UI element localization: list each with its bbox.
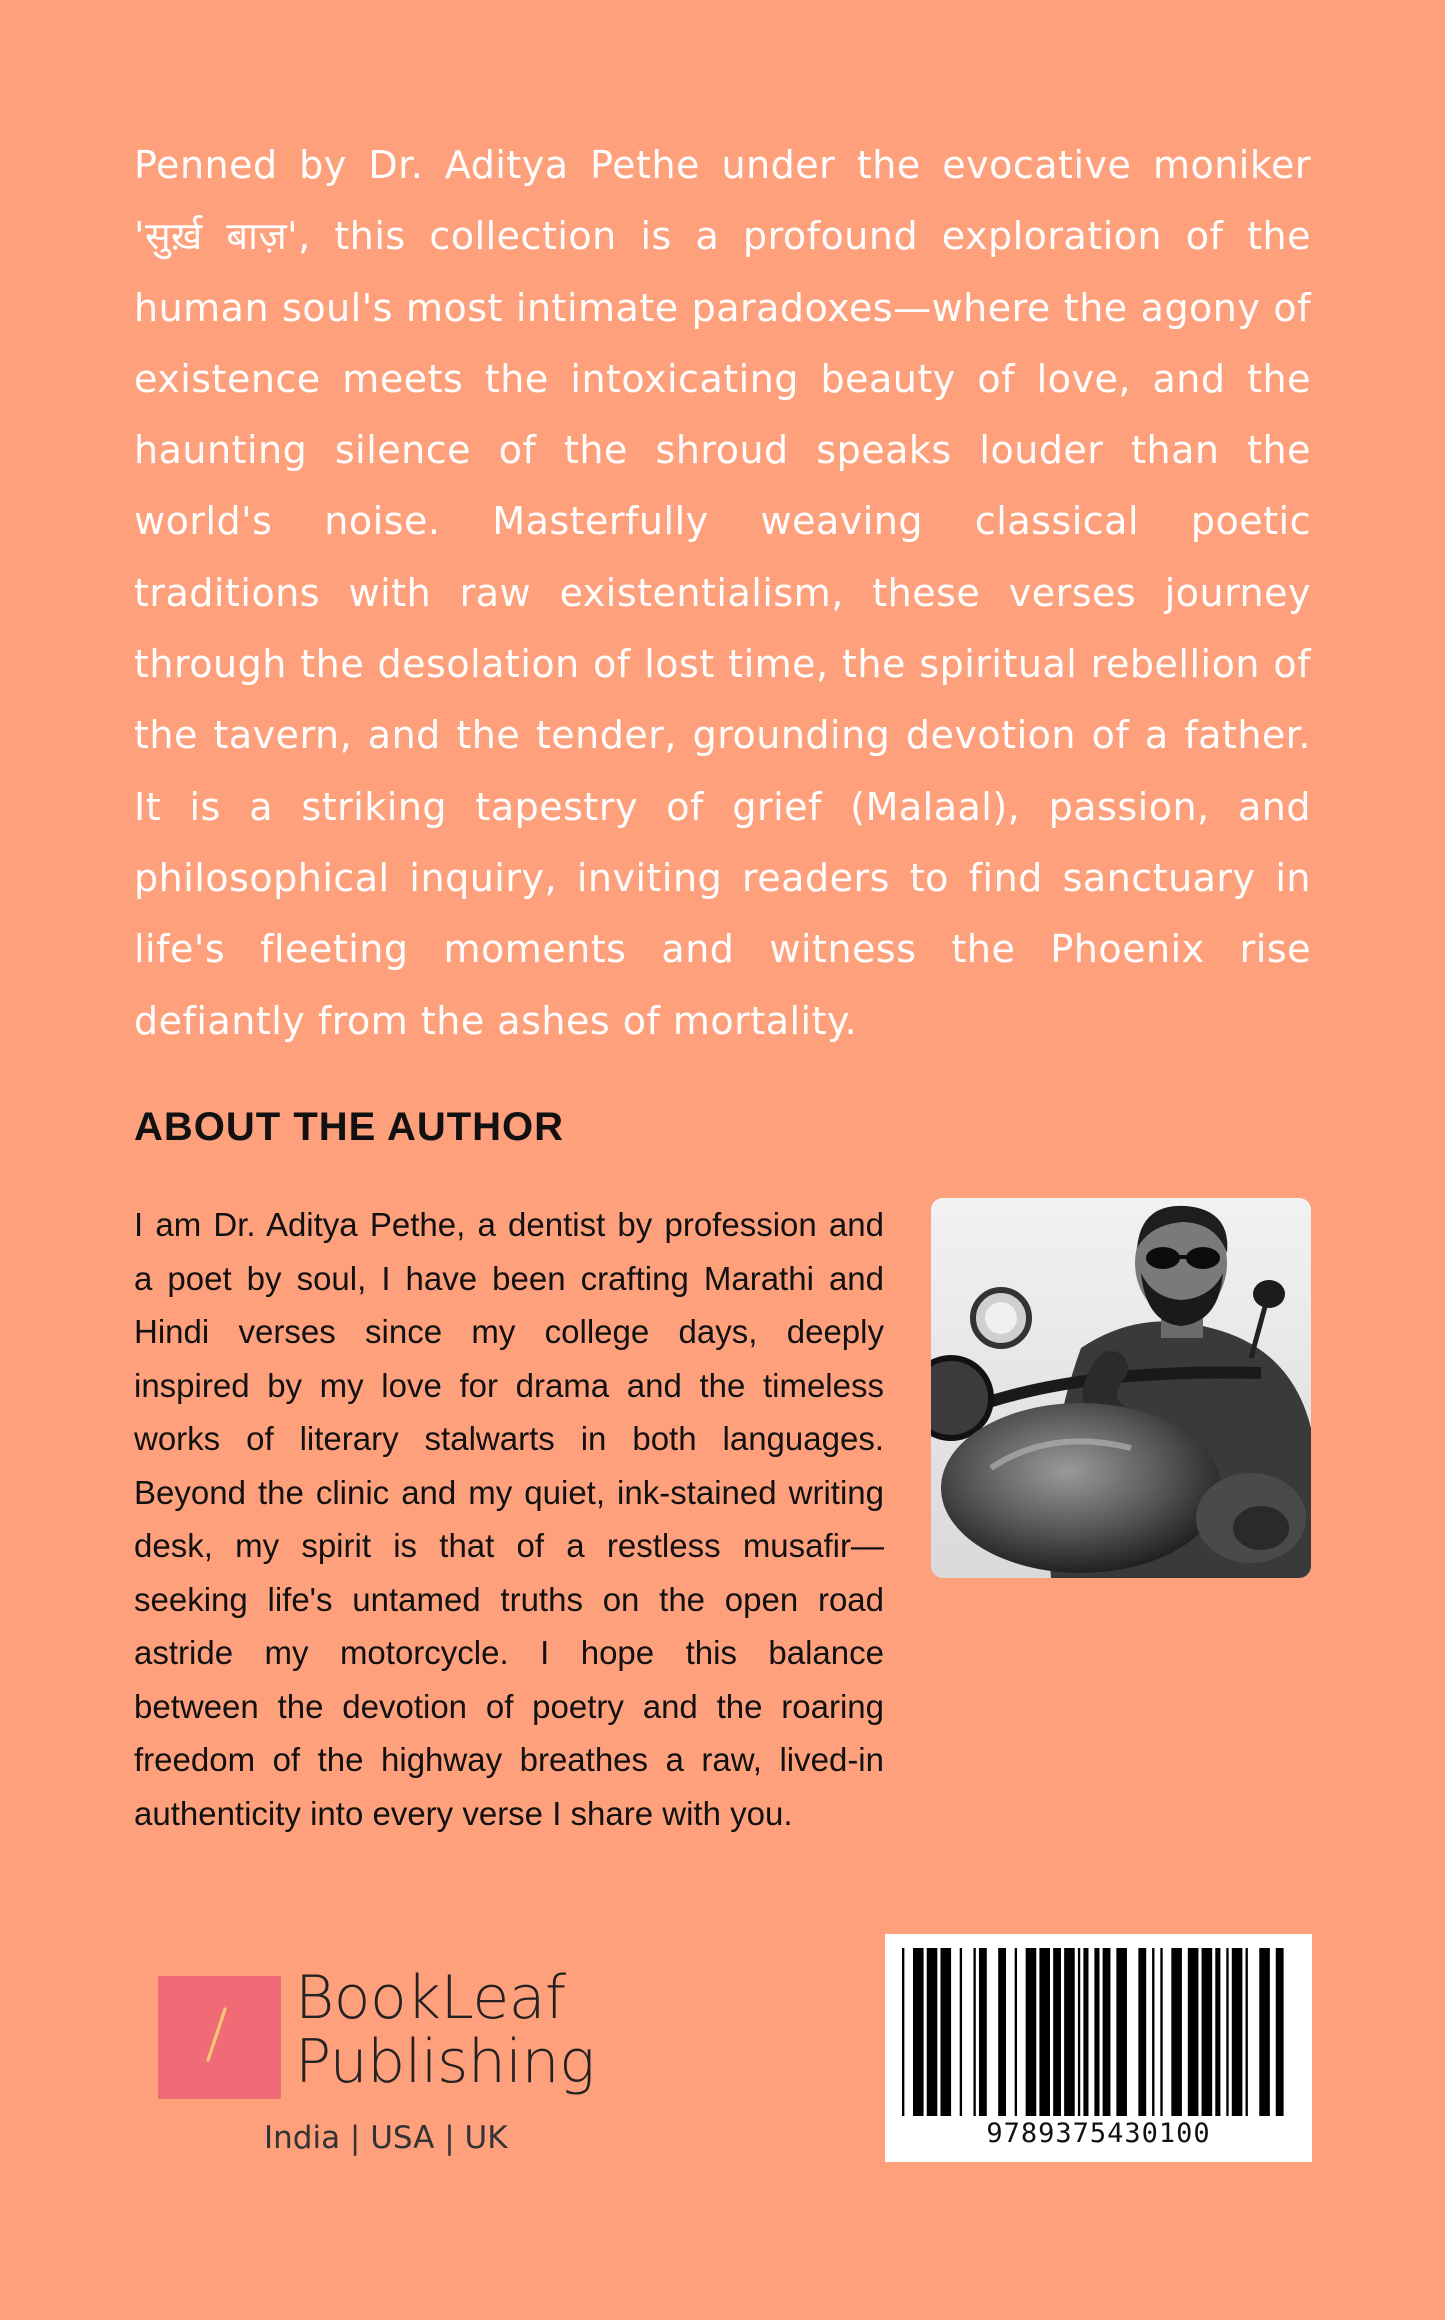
about-author-text: I am Dr. Aditya Pethe, a dentist by profession and a poet by soul, I have been crafting Marathi and Hindi verses since my college days, deeply inspired by my love for drama and the timeless works of literary stalwarts in both languages. Beyond the clinic and my quiet, ink-stained writing desk, my spirit is that of a restless musafir—seeking life's untamed truths on the open road astride my motorcycle. I hope this balance between the devotion of poetry and the roaring freedom of the highway breathes a raw, lived-in authenticity into every verse I share with you.: [134, 1206, 884, 1832]
author-on-motorcycle-image: [931, 1198, 1311, 1578]
barcode-bars: [902, 1948, 1295, 2116]
slash-icon: [158, 1965, 281, 2088]
publisher-logo: [158, 1965, 618, 2165]
isbn-barcode: [885, 1934, 1312, 2162]
isbn-number: 9789375430100: [986, 2118, 1211, 2149]
book-blurb: Penned by Dr. Aditya Pethe under the evocative moniker 'सुर्ख़ बाज़', this collection is a profound exploration of the human soul's most intimate paradoxes—where the agony of existence meets the intoxicating beauty of love, and the haunting silence of the shroud speaks louder than the world's noise. Masterfully weaving classical poetic traditions with raw existentialism, these verses journey through the desolation of lost time, the spiritual rebellion of the tavern, and the tender, grounding devotion of a father. It is a striking tapestry of grief (Malaal), passion, and philosophical inquiry, inviting readers to find sanctuary in life's fleeting moments and witness the Phoenix rise defiantly from the ashes of mortality.: [134, 143, 1311, 1043]
author-photo: [931, 1198, 1311, 1578]
publisher-regions: India | USA | UK: [264, 2120, 508, 2156]
publisher-name-line1: BookLeaf: [295, 1963, 566, 2033]
about-author-heading: ABOUT THE AUTHOR: [134, 1105, 565, 1149]
publisher-name-line2: Publishing: [295, 2027, 595, 2097]
